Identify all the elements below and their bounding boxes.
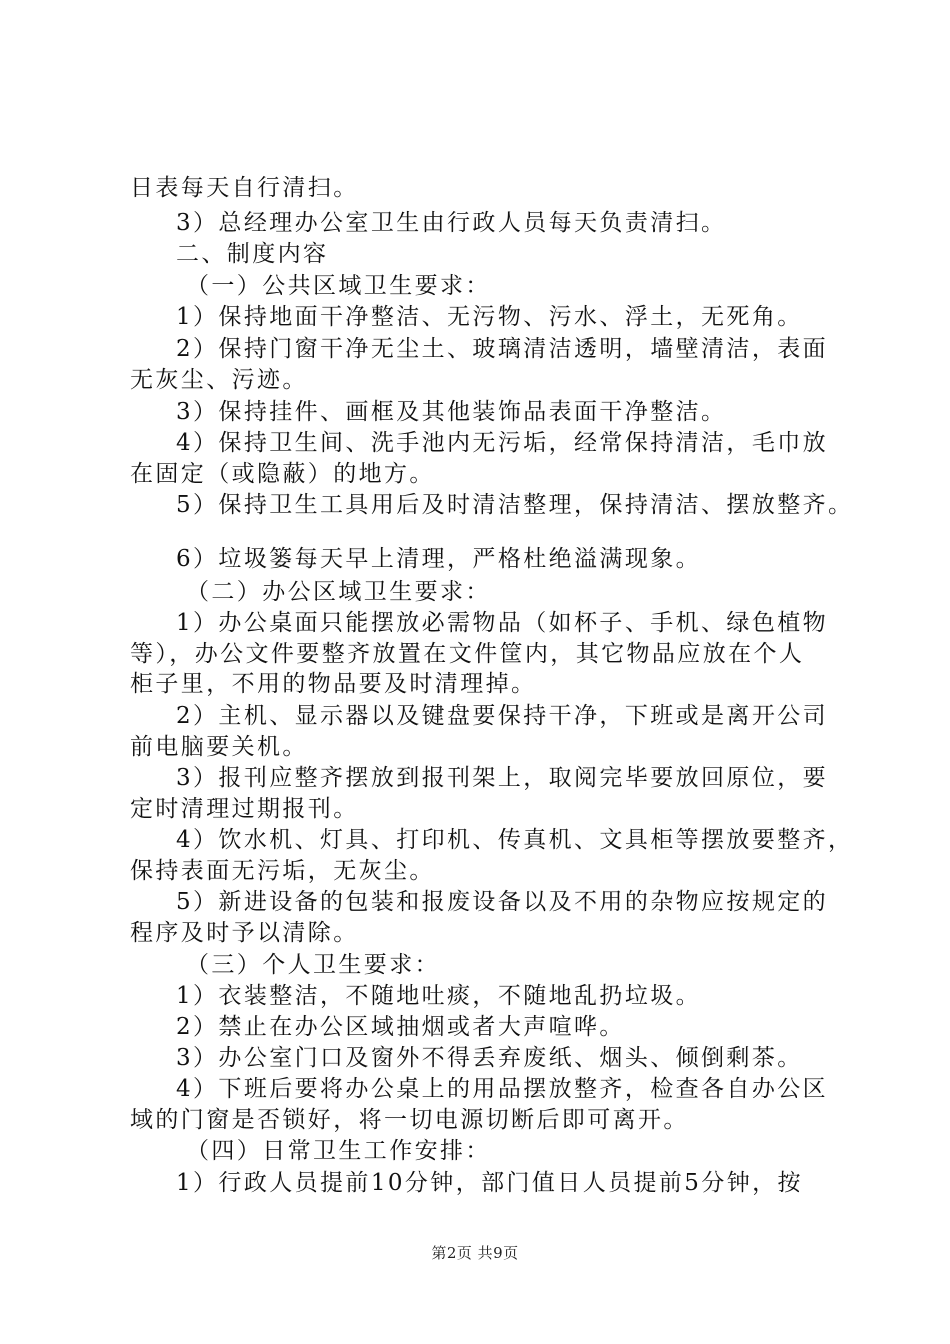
subsection-heading: （三）个人卫生要求： bbox=[186, 952, 440, 978]
text-line: 4）保持卫生间、洗手池内无污垢，经常保持清洁，毛巾放 bbox=[176, 430, 829, 456]
text-line: 1）行政人员提前10分钟，部门值日人员提前5分钟，按 bbox=[176, 1170, 803, 1196]
text-line: 4）下班后要将办公桌上的用品摆放整齐，检查各自办公区 bbox=[176, 1076, 829, 1102]
subsection-heading: （四）日常卫生工作安排： bbox=[186, 1138, 491, 1164]
text-line: 3）办公室门口及窗外不得丢弃废纸、烟头、倾倒剩茶。 bbox=[176, 1045, 803, 1071]
text-line: 1）保持地面干净整洁、无污物、污水、浮土，无死角。 bbox=[176, 304, 803, 330]
text-line: 3）总经理办公室卫生由行政人员每天负责清扫。 bbox=[176, 210, 727, 236]
text-line: 4）饮水机、灯具、打印机、传真机、文具柜等摆放要整齐， bbox=[176, 827, 854, 853]
text-line: 程序及时予以清除。 bbox=[130, 920, 359, 946]
text-line: 日表每天自行清扫。 bbox=[130, 175, 359, 201]
text-line: 5）保持卫生工具用后及时清洁整理，保持清洁、摆放整齐。 bbox=[176, 492, 854, 518]
text-line: 无灰尘、污迹。 bbox=[130, 367, 308, 393]
section-heading: 二、制度内容 bbox=[176, 241, 329, 267]
text-line: 柜子里，不用的物品要及时清理掉。 bbox=[130, 671, 537, 697]
text-line: 1）办公桌面只能摆放必需物品（如杯子、手机、绿色植物 bbox=[176, 610, 829, 636]
subsection-heading: （一）公共区域卫生要求： bbox=[186, 273, 491, 299]
text-line: 2）保持门窗干净无尘土、玻璃清洁透明，墙壁清洁，表面 bbox=[176, 336, 829, 362]
page-footer: 第2页 共9页 bbox=[431, 1244, 519, 1262]
text-line: 等），办公文件要整齐放置在文件筐内，其它物品应放在个人 bbox=[130, 641, 805, 667]
text-line: 1）衣装整洁，不随地吐痰，不随地乱扔垃圾。 bbox=[176, 983, 702, 1009]
text-line: 3）保持挂件、画框及其他装饰品表面干净整洁。 bbox=[176, 399, 727, 425]
text-line: 定时清理过期报刊。 bbox=[130, 796, 359, 822]
text-line: 2）主机、显示器以及键盘要保持干净，下班或是离开公司 bbox=[176, 703, 829, 729]
text-line: 前电脑要关机。 bbox=[130, 734, 308, 760]
subsection-heading: （二）办公区域卫生要求： bbox=[186, 579, 491, 605]
text-line: 5）新进设备的包装和报废设备以及不用的杂物应按规定的 bbox=[176, 889, 829, 915]
text-line: 保持表面无污垢，无灰尘。 bbox=[130, 858, 435, 884]
text-line: 6）垃圾篓每天早上清理，严格杜绝溢满现象。 bbox=[176, 546, 702, 572]
text-line: 3）报刊应整齐摆放到报刊架上，取阅完毕要放回原位，要 bbox=[176, 765, 829, 791]
text-line: 在固定（或隐蔽）的地方。 bbox=[130, 461, 435, 487]
text-line: 域的门窗是否锁好，将一切电源切断后即可离开。 bbox=[130, 1107, 689, 1133]
text-line: 2）禁止在办公区域抽烟或者大声喧哗。 bbox=[176, 1014, 625, 1040]
